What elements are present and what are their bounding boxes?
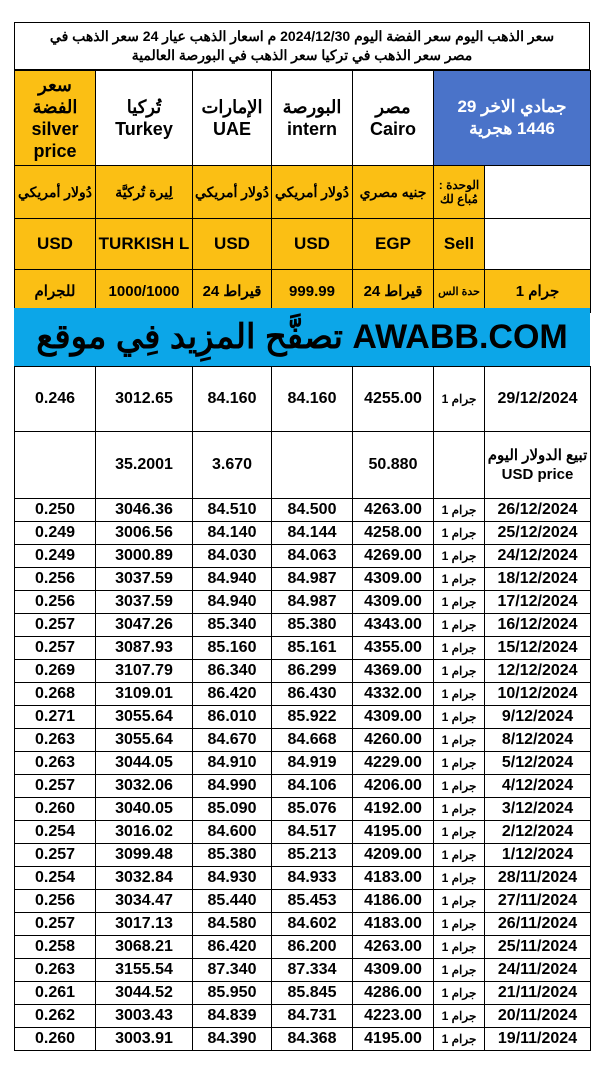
unit-value: 1 جرام (434, 752, 485, 775)
turkey-value: 3003.43 (96, 1005, 193, 1028)
header-row-currency (15, 166, 591, 219)
title-line-2: مصر سعر الذهب في تركيا سعر الذهب في البورصة العالمية (131, 47, 473, 63)
date-value: 8/12/2024 (485, 729, 591, 752)
unit-value: 1 جرام (434, 936, 485, 959)
silver-value: 0.246 (15, 367, 96, 432)
unit-value: 1 جرام (434, 775, 485, 798)
date-value: 9/12/2024 (485, 706, 591, 729)
intern-value: 84.500 (272, 499, 353, 522)
uae-value: 86.420 (193, 936, 272, 959)
uae-value: 87.340 (193, 959, 272, 982)
date-value: 10/12/2024 (485, 683, 591, 706)
cairo-value: 4309.00 (353, 568, 434, 591)
turkey-currency: لِيرة تُركيَّة (96, 166, 193, 219)
cairo-currency: جنيه مصري (353, 166, 434, 219)
date-value: 26/11/2024 (485, 913, 591, 936)
unit-value: 1 جرام (434, 982, 485, 1005)
uae-value: 84.390 (193, 1028, 272, 1051)
intern-value: 84.987 (272, 568, 353, 591)
uae-usd: 3.670 (193, 432, 272, 499)
turkey-value: 3044.05 (96, 752, 193, 775)
cairo-value: 4269.00 (353, 545, 434, 568)
silver-value: 0.261 (15, 982, 96, 1005)
turkey-value: 3037.59 (96, 591, 193, 614)
date-value: 20/11/2024 (485, 1005, 591, 1028)
cairo-value: 4260.00 (353, 729, 434, 752)
turkey-value: 3000.89 (96, 545, 193, 568)
turkey-value: 3055.64 (96, 706, 193, 729)
cairo-value: 4332.00 (353, 683, 434, 706)
uae-value: 84.910 (193, 752, 272, 775)
intern-value: 85.380 (272, 614, 353, 637)
intern-value: 84.517 (272, 821, 353, 844)
table-row (15, 936, 591, 959)
date-value: 26/12/2024 (485, 499, 591, 522)
intern-code: USD (272, 219, 353, 270)
uae-code: USD (193, 219, 272, 270)
turkey-value: 3037.59 (96, 568, 193, 591)
uae-value: 85.380 (193, 844, 272, 867)
turkey-value: 3047.26 (96, 614, 193, 637)
unit-value: 1 جرام (434, 591, 485, 614)
table-row (15, 683, 591, 706)
cairo-value: 4183.00 (353, 867, 434, 890)
intern-value: 84.668 (272, 729, 353, 752)
date-value: 24/11/2024 (485, 959, 591, 982)
turkey-value: 3046.36 (96, 499, 193, 522)
table-row (15, 752, 591, 775)
cairo-value: 4286.00 (353, 982, 434, 1005)
intern-value: 86.200 (272, 936, 353, 959)
turkey-value: 3109.01 (96, 683, 193, 706)
date-value: 28/11/2024 (485, 867, 591, 890)
table-row (15, 982, 591, 1005)
silver-value: 0.256 (15, 890, 96, 913)
date-value: 29/12/2024 (485, 367, 591, 432)
turkey-header: تُركيا Turkey (96, 71, 193, 166)
uae-value: 84.140 (193, 522, 272, 545)
table-row (15, 499, 591, 522)
turkey-value: 3006.56 (96, 522, 193, 545)
silver-value: 0.250 (15, 499, 96, 522)
table-row (15, 844, 591, 867)
table-row (15, 706, 591, 729)
silver-value: 0.257 (15, 844, 96, 867)
usd-price-label: تبيع الدولار اليوم USD price (485, 432, 591, 499)
intern-value: 85.845 (272, 982, 353, 1005)
silver-value: 0.260 (15, 1028, 96, 1051)
intern-value: 85.453 (272, 890, 353, 913)
unit-value: 1 جرام (434, 499, 485, 522)
unit-value: 1 جرام (434, 683, 485, 706)
cairo-value: 4263.00 (353, 936, 434, 959)
table-row (15, 913, 591, 936)
table-row (15, 660, 591, 683)
table-row (15, 729, 591, 752)
empty-cell (485, 166, 591, 219)
uae-value: 84.580 (193, 913, 272, 936)
uae-value: 84.940 (193, 591, 272, 614)
turkey-value: 3068.21 (96, 936, 193, 959)
uae-value: 84.160 (193, 367, 272, 432)
date-value: 21/11/2024 (485, 982, 591, 1005)
table-row (15, 568, 591, 591)
date-value: 25/12/2024 (485, 522, 591, 545)
uae-value: 85.160 (193, 637, 272, 660)
turkey-value: 3017.13 (96, 913, 193, 936)
date-value: 16/12/2024 (485, 614, 591, 637)
unit-value: 1 جرام (434, 844, 485, 867)
unit-value: 1 جرام (434, 614, 485, 637)
turkey-value: 3032.06 (96, 775, 193, 798)
uae-value: 86.010 (193, 706, 272, 729)
silver-value: 0.254 (15, 867, 96, 890)
unit-cell: حدة الس (434, 270, 485, 313)
cairo-usd: 50.880 (353, 432, 434, 499)
cairo-karat: 24 قيراط (353, 270, 434, 313)
turkey-karat: 1000/1000 (96, 270, 193, 313)
unit-value: 1 جرام (434, 568, 485, 591)
intern-value: 85.076 (272, 798, 353, 821)
usd-row (15, 432, 591, 499)
turkey-value: 3032.84 (96, 867, 193, 890)
uae-value: 86.420 (193, 683, 272, 706)
date-value: 27/11/2024 (485, 890, 591, 913)
intern-usd (272, 432, 353, 499)
unit-usd (434, 432, 485, 499)
silver-value: 0.254 (15, 821, 96, 844)
silver-currency: دُولار أمريكي (15, 166, 96, 219)
header-row-countries (15, 71, 591, 166)
silver-value: 0.249 (15, 522, 96, 545)
table-row (15, 959, 591, 982)
intern-karat: 999.99 (272, 270, 353, 313)
intern-value: 84.987 (272, 591, 353, 614)
unit-value: 1 جرام (434, 729, 485, 752)
table-row (15, 637, 591, 660)
hijri-date-box: 29 جمادي الاخر 1446 هجرية (434, 71, 591, 166)
date-value: 19/11/2024 (485, 1028, 591, 1051)
intern-value: 85.161 (272, 637, 353, 660)
silver-value: 0.257 (15, 614, 96, 637)
sell-label: Sell (434, 219, 485, 270)
header-table (14, 70, 591, 313)
silver-value: 0.260 (15, 798, 96, 821)
silver-usd (15, 432, 96, 499)
uae-value: 84.940 (193, 568, 272, 591)
turkey-value: 3040.05 (96, 798, 193, 821)
unit-value: 1 جرام (434, 637, 485, 660)
silver-value: 0.257 (15, 775, 96, 798)
turkey-value: 3107.79 (96, 660, 193, 683)
silver-header: سعر الفضة silver price (15, 71, 96, 166)
uae-value: 84.930 (193, 867, 272, 890)
turkey-value: 3003.91 (96, 1028, 193, 1051)
intern-value: 84.368 (272, 1028, 353, 1051)
uae-value: 85.950 (193, 982, 272, 1005)
date-value: 5/12/2024 (485, 752, 591, 775)
empty-cell (485, 219, 591, 270)
date-value: 15/12/2024 (485, 637, 591, 660)
unit-value: 1 جرام (434, 660, 485, 683)
table-row (15, 821, 591, 844)
date-value: 3/12/2024 (485, 798, 591, 821)
unit-value: 1 جرام (434, 913, 485, 936)
cairo-value: 4223.00 (353, 1005, 434, 1028)
silver-value: 0.256 (15, 568, 96, 591)
uae-value: 85.440 (193, 890, 272, 913)
silver-value: 0.258 (15, 936, 96, 959)
table-row (15, 545, 591, 568)
silver-value: 0.263 (15, 959, 96, 982)
date-value: 24/12/2024 (485, 545, 591, 568)
gram-label: 1 جرام (485, 270, 591, 313)
intern-value: 84.919 (272, 752, 353, 775)
cairo-value: 4343.00 (353, 614, 434, 637)
turkey-value: 3034.47 (96, 890, 193, 913)
intern-value: 84.106 (272, 775, 353, 798)
intern-value: 84.144 (272, 522, 353, 545)
table-row (15, 522, 591, 545)
uae-value: 84.839 (193, 1005, 272, 1028)
table-row (15, 614, 591, 637)
uae-value: 84.600 (193, 821, 272, 844)
table-row (15, 775, 591, 798)
intern-header: البورصة intern (272, 71, 353, 166)
silver-value: 0.268 (15, 683, 96, 706)
silver-value: 0.257 (15, 637, 96, 660)
page-title (14, 22, 590, 70)
cairo-value: 4258.00 (353, 522, 434, 545)
unit-value: 1 جرام (434, 545, 485, 568)
cairo-value: 4263.00 (353, 499, 434, 522)
cairo-value: 4355.00 (353, 637, 434, 660)
intern-value: 86.430 (272, 683, 353, 706)
cairo-value: 4206.00 (353, 775, 434, 798)
turkey-value: 3087.93 (96, 637, 193, 660)
unit-value: 1 جرام (434, 890, 485, 913)
cairo-code: EGP (353, 219, 434, 270)
uae-value: 85.090 (193, 798, 272, 821)
silver-karat: للجرام (15, 270, 96, 313)
header-row-karat (15, 270, 591, 313)
date-value: 18/12/2024 (485, 568, 591, 591)
silver-value: 0.263 (15, 729, 96, 752)
turkey-value: 3155.54 (96, 959, 193, 982)
cairo-value: 4183.00 (353, 913, 434, 936)
date-value: 12/12/2024 (485, 660, 591, 683)
table-row (15, 1028, 591, 1051)
date-value: 25/11/2024 (485, 936, 591, 959)
table-row (15, 798, 591, 821)
silver-value: 0.269 (15, 660, 96, 683)
uae-value: 84.510 (193, 499, 272, 522)
uae-value: 84.670 (193, 729, 272, 752)
intern-value: 84.731 (272, 1005, 353, 1028)
intern-value: 84.160 (272, 367, 353, 432)
turkey-value: 3055.64 (96, 729, 193, 752)
silver-code: USD (15, 219, 96, 270)
intern-value: 84.602 (272, 913, 353, 936)
uae-header: الإمارات UAE (193, 71, 272, 166)
cairo-value: 4192.00 (353, 798, 434, 821)
uae-value: 85.340 (193, 614, 272, 637)
intern-value: 85.922 (272, 706, 353, 729)
turkey-usd: 35.2001 (96, 432, 193, 499)
cairo-header: مصر Cairo (353, 71, 434, 166)
silver-value: 0.271 (15, 706, 96, 729)
unit-value: 1 جرام (434, 706, 485, 729)
date-value: 4/12/2024 (485, 775, 591, 798)
cairo-value: 4369.00 (353, 660, 434, 683)
date-value: 17/12/2024 (485, 591, 591, 614)
intern-value: 85.213 (272, 844, 353, 867)
uae-karat: 24 قيراط (193, 270, 272, 313)
header-row-code (15, 219, 591, 270)
cairo-value: 4195.00 (353, 821, 434, 844)
table-row (15, 591, 591, 614)
unit-value: 1 جرام (434, 1005, 485, 1028)
uae-value: 84.990 (193, 775, 272, 798)
table-row (15, 867, 591, 890)
cairo-value: 4209.00 (353, 844, 434, 867)
unit-value: 1 جرام (434, 1028, 485, 1051)
turkey-value: 3044.52 (96, 982, 193, 1005)
cairo-value: 4229.00 (353, 752, 434, 775)
turkey-value: 3016.02 (96, 821, 193, 844)
turkey-code: TURKISH L (96, 219, 193, 270)
site-banner: تصفَّح المزِيد فِي موقع AWABB.COM (14, 308, 590, 366)
intern-value: 84.933 (272, 867, 353, 890)
cairo-value: 4255.00 (353, 367, 434, 432)
uae-currency: دُولار أمريكي (193, 166, 272, 219)
intern-value: 84.063 (272, 545, 353, 568)
title-line-1: سعر الذهب اليوم سعر الفضة اليوم 2024/12/30 م اسعار الذهب عيار 24 سعر الذهب في (49, 28, 555, 44)
cairo-value: 4195.00 (353, 1028, 434, 1051)
silver-value: 0.257 (15, 913, 96, 936)
cairo-value: 4309.00 (353, 591, 434, 614)
cairo-value: 4186.00 (353, 890, 434, 913)
silver-value: 0.263 (15, 752, 96, 775)
table-row (15, 890, 591, 913)
unit-label: الوحدة : مُباع لك (434, 166, 485, 219)
unit-value: 1 جرام (434, 522, 485, 545)
date-value: 2/12/2024 (485, 821, 591, 844)
unit-value: 1 جرام (434, 959, 485, 982)
uae-value: 84.030 (193, 545, 272, 568)
silver-value: 0.262 (15, 1005, 96, 1028)
silver-value: 0.256 (15, 591, 96, 614)
cairo-value: 4309.00 (353, 959, 434, 982)
turkey-value: 3012.65 (96, 367, 193, 432)
unit-value: 1 جرام (434, 367, 485, 432)
silver-value: 0.249 (15, 545, 96, 568)
date-value: 1/12/2024 (485, 844, 591, 867)
intern-value: 86.299 (272, 660, 353, 683)
prices-table (14, 366, 591, 1051)
cairo-value: 4309.00 (353, 706, 434, 729)
unit-value: 1 جرام (434, 798, 485, 821)
unit-value: 1 جرام (434, 821, 485, 844)
today-row (15, 367, 591, 432)
table-row (15, 1005, 591, 1028)
intern-currency: دُولار أمريكي (272, 166, 353, 219)
turkey-value: 3099.48 (96, 844, 193, 867)
unit-value: 1 جرام (434, 867, 485, 890)
uae-value: 86.340 (193, 660, 272, 683)
intern-value: 87.334 (272, 959, 353, 982)
